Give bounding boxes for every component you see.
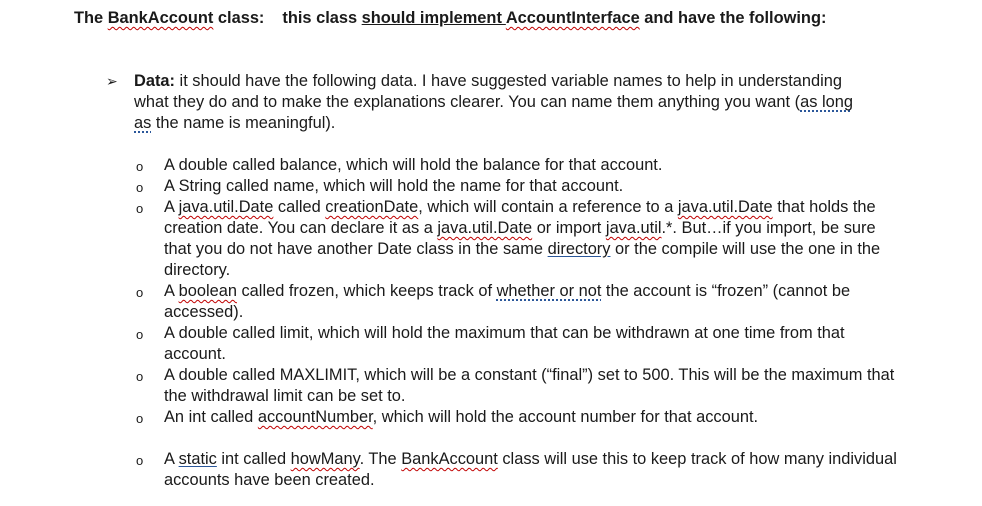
circle-bullet-icon: o: [136, 285, 144, 300]
list-item-creation-date: [134, 197, 904, 281]
heading-class-name: BankAccount: [107, 9, 214, 27]
list-item-text: A double called MAXLIMIT, which will be a constant (“final”) set to 500. This will be the maximum that the withdrawal limit can be set to.: [164, 366, 895, 405]
list-item-account-number: [134, 407, 904, 428]
data-text-dotted: as long as: [134, 93, 853, 132]
circle-bullet-icon: o: [136, 369, 144, 384]
spellcheck-word: accountNumber: [257, 408, 373, 426]
list-item-frozen: [134, 281, 904, 323]
text-run: that holds the creation date. You can declare it as a: [164, 198, 876, 237]
text-run: called: [273, 198, 326, 216]
grammar-phrase: whether or not: [496, 282, 602, 300]
list-item-maxlimit: [134, 365, 904, 407]
data-paragraph: [134, 71, 866, 134]
circle-bullet-icon: o: [136, 201, 144, 216]
spellcheck-word: java.util: [605, 219, 662, 237]
heading-class-word: class:: [213, 9, 265, 27]
spellcheck-word: java.util.Date: [437, 219, 533, 237]
arrow-bullet-icon: ➢: [106, 73, 118, 89]
list-item-limit: [134, 323, 904, 365]
grammar-word: static: [178, 450, 217, 468]
list-item-how-many: [134, 449, 904, 491]
data-text-end: the name is meaningful).: [151, 114, 336, 132]
text-run: called frozen, which keeps track of: [236, 282, 497, 300]
heading-desc-start: this class: [282, 9, 362, 27]
data-label: Data:: [134, 72, 175, 90]
spellcheck-word: java.util.Date: [677, 198, 773, 216]
heading-interface-name: AccountInterface: [505, 9, 640, 27]
spellcheck-word: BankAccount: [401, 450, 498, 468]
spellcheck-word: howMany: [290, 450, 360, 468]
text-run: An int called: [164, 408, 258, 426]
text-run: , which will contain a reference to a: [418, 198, 678, 216]
data-text-start: it should have the following data. I have suggested variable names to help in understanding what they do and to make the explanations clearer. You can name them anything you want (: [134, 72, 842, 111]
section-heading: [74, 8, 906, 29]
text-run: , which will hold the account number for that account.: [372, 408, 759, 426]
spellcheck-word: creationDate: [325, 198, 419, 216]
text-run: or import: [532, 219, 606, 237]
list-item-name: [134, 176, 904, 197]
list-item-text: A double called balance, which will hold the balance for that account.: [164, 156, 663, 174]
text-run: or the compile will use the one in the directory.: [164, 240, 881, 279]
text-run: . The: [359, 450, 402, 468]
text-run: A: [164, 450, 179, 468]
circle-bullet-icon: o: [136, 327, 144, 342]
data-section: [106, 71, 866, 134]
list-item-balance: [134, 155, 904, 176]
circle-bullet-icon: o: [136, 453, 144, 468]
grammar-word: directory: [547, 240, 611, 258]
heading-desc-underlined: should implement: [361, 9, 506, 27]
list-item-text: A String called name, which will hold the name for that account.: [164, 177, 624, 195]
variable-list: [134, 155, 904, 491]
list-item-text: A double called limit, which will hold the maximum that can be withdrawn at one time from that account.: [164, 324, 845, 363]
text-run: int called: [216, 450, 291, 468]
text-run: A: [164, 198, 179, 216]
circle-bullet-icon: o: [136, 180, 144, 195]
circle-bullet-icon: o: [136, 159, 144, 174]
heading-desc-end: and have the following:: [639, 9, 827, 27]
text-run: the account is “frozen” (cannot be accessed).: [164, 282, 851, 321]
circle-bullet-icon: o: [136, 411, 144, 426]
text-run: A: [164, 282, 179, 300]
heading-prefix: The: [74, 9, 108, 27]
text-run: .*. But…if you import, be sure that you do not have another Date class in the same: [164, 219, 876, 258]
spellcheck-word: boolean: [178, 282, 237, 300]
text-run: class will use this to keep track of how many individual accounts have been created.: [164, 450, 897, 489]
spellcheck-word: java.util.Date: [178, 198, 274, 216]
